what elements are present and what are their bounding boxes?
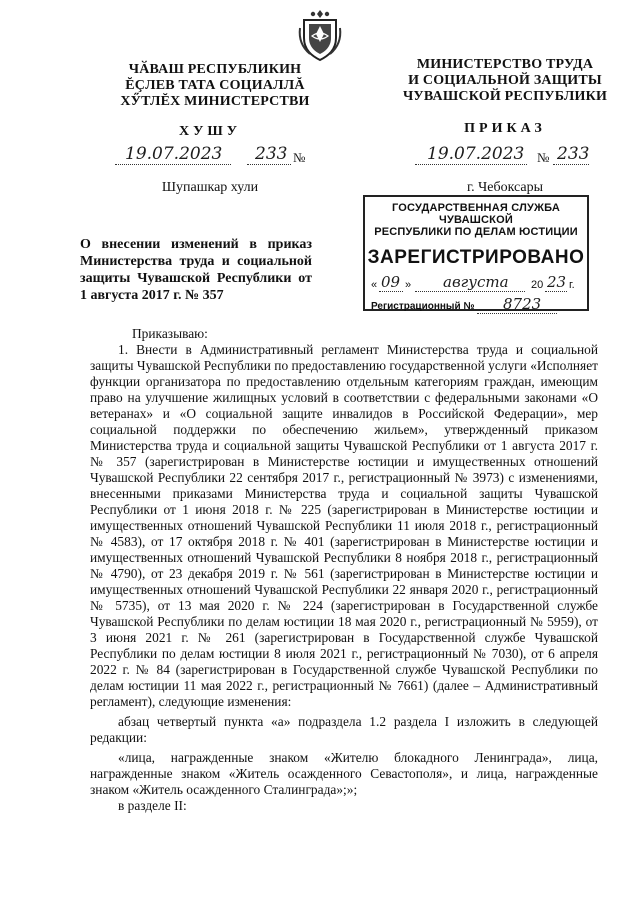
stamp-reg-line [477,313,557,314]
document-body [90,326,598,814]
stamp-year-suffix: 23 [547,273,567,291]
stamp-org-line: РЕСПУБЛИКИ ПО ДЕЛАМ ЮСТИЦИИ [374,226,578,238]
body-paragraph: в разделе II: [118,798,187,813]
stamp-quote-close: » [405,279,412,291]
body-paragraph: 1. Внести в Административный регламент Министерства труда и социальной защиты Чувашской Республики по предоставлению государственной услуги «Исполняет функции организатора по предоставлению отдельным категориям граждан, имеющим право на улучшение жилищных условий в соответствии с федеральными законами «О ветеранах» и «О социальной защите инвалидов в Российской Федерации», мер социальной поддержки по обеспечению жильем», утвержденный приказом Министерства труда и социальной защиты Чувашской Республики от 1 августа 2017 г. № 357 (зарегистрирован в Министерстве юстиции и имущественных отношений Чувашской Республики 22 сентября 2017 г., регистрационный № 3973) с изменениями, внесенными приказами Министерства труда и социальной защиты Чувашской Республики от 1 июня 2018 г. № 225 (зарегистрирован в Министерстве юстиции и имущественных отношений Чувашской Республики 11 июля 2018 г., регистрационный № 4583), от 17 октября 2018 г. № 401 (зарегистрирован в Министерстве юстиции и имущественных отношений Чувашской Республики 8 ноября 2018 г., регистрационный № 4790), от 23 декабря 2019 г. № 561 (зарегистрирован в Министерстве юстиции и имущественных отношений Чувашской Республики 22 января 2020 г., регистрационный № 5735), от 13 мая 2020 г. № 224 (зарегистрирован в Государственной службе Чувашской Республики по делам юстиции 18 мая 2020 г., регистрационный № 5959), от 3 июня 2021 г. № 261 (зарегистрирован в Государственной службе Чувашской Республики по делам юстиции 8 июля 2021 г., регистрационный № 7030), от 6 апреля 2022 г. № 84 (зарегистрирован в Государственной службе Чувашской Республики по делам юстиции 11 мая 2022 г., регистрационный № 7661) (далее – Административный регламент), следующие изменения: [90,342,598,709]
russian-name-line: ЧУВАШСКОЙ РЕСПУБЛИКИ [402,89,608,104]
coat-of-arms-emblem-icon [296,8,344,62]
stamp-registered: ЗАРЕГИСТРИРОВАНО [367,247,585,268]
stamp-organization [365,202,587,238]
russian-date-number [415,144,615,168]
russian-number: 233 [557,144,590,164]
chuvash-date: 19.07.2023 [125,144,223,164]
stamp-month-line [415,291,525,292]
russian-city: г. Чебоксары [466,180,544,195]
chuvash-name-line: ЧӐВАШ РЕСПУБЛИКИН [128,62,302,77]
stamp-day-line [379,291,403,292]
document-title: О внесении изменений в приказ Министерства труда и социальной защиты Чувашской Республики от 1 августа 2017 г. № 357 [80,237,312,303]
russian-date: 19.07.2023 [427,144,525,164]
chuvash-date-number [115,144,315,168]
russian-number-sign: № [537,150,550,165]
chuvash-name-line: ĔÇЛЕВ ТАТА СОЦИАЛЛĂ [125,78,305,93]
chuvash-ministry-name [100,62,330,110]
stamp-quote-open: « [371,279,378,291]
chuvash-document-kind: ХУШУ [178,124,242,139]
stamp-month: августа [443,273,509,291]
chuvash-number: 233 [255,144,288,164]
stamp-day: 09 [381,273,401,291]
russian-ministry-name [390,57,620,105]
russian-date-line [415,164,527,165]
stamp-org-line: ГОСУДАРСТВЕННАЯ СЛУЖБА ЧУВАШСКОЙ [391,202,561,226]
chuvash-name-line: ХӲТЛĔХ МИНИСТЕРСТВИ [120,94,310,109]
russian-document-kind: ПРИКАЗ [464,121,546,136]
stamp-year-unit: г. [569,279,575,291]
body-paragraph: «лица, награжденные знаком «Жителю блокадного Ленинграда», лица, награжденные знаком «Житель осажденного Севастополя», и лица, награжденные знаком «Житель осажденного Сталинграда»;»; [90,750,598,797]
chuvash-number-sign: № [293,150,306,165]
registration-stamp [363,195,589,311]
chuvash-city: Шупашкар хули [161,180,259,195]
stamp-reg-label: Регистрационный № [371,301,475,312]
russian-number-line [553,164,589,165]
russian-name-line: МИНИСТЕРСТВО ТРУДА [416,57,594,72]
russian-name-line: И СОЦИАЛЬНОЙ ЗАЩИТЫ [408,73,602,88]
body-paragraph: абзац четвертый пункта «а» подраздела 1.2 раздела I изложить в следующей редакции: [90,714,598,745]
chuvash-number-line [247,164,291,165]
chuvash-date-line [115,164,231,165]
stamp-date-row [365,273,587,293]
stamp-reg-number: 8723 [503,295,542,313]
body-paragraph-order: Приказываю: [132,326,208,341]
stamp-reg-row [365,295,587,315]
stamp-year-prefix: 20 [531,279,544,291]
stamp-year-line [545,291,567,292]
